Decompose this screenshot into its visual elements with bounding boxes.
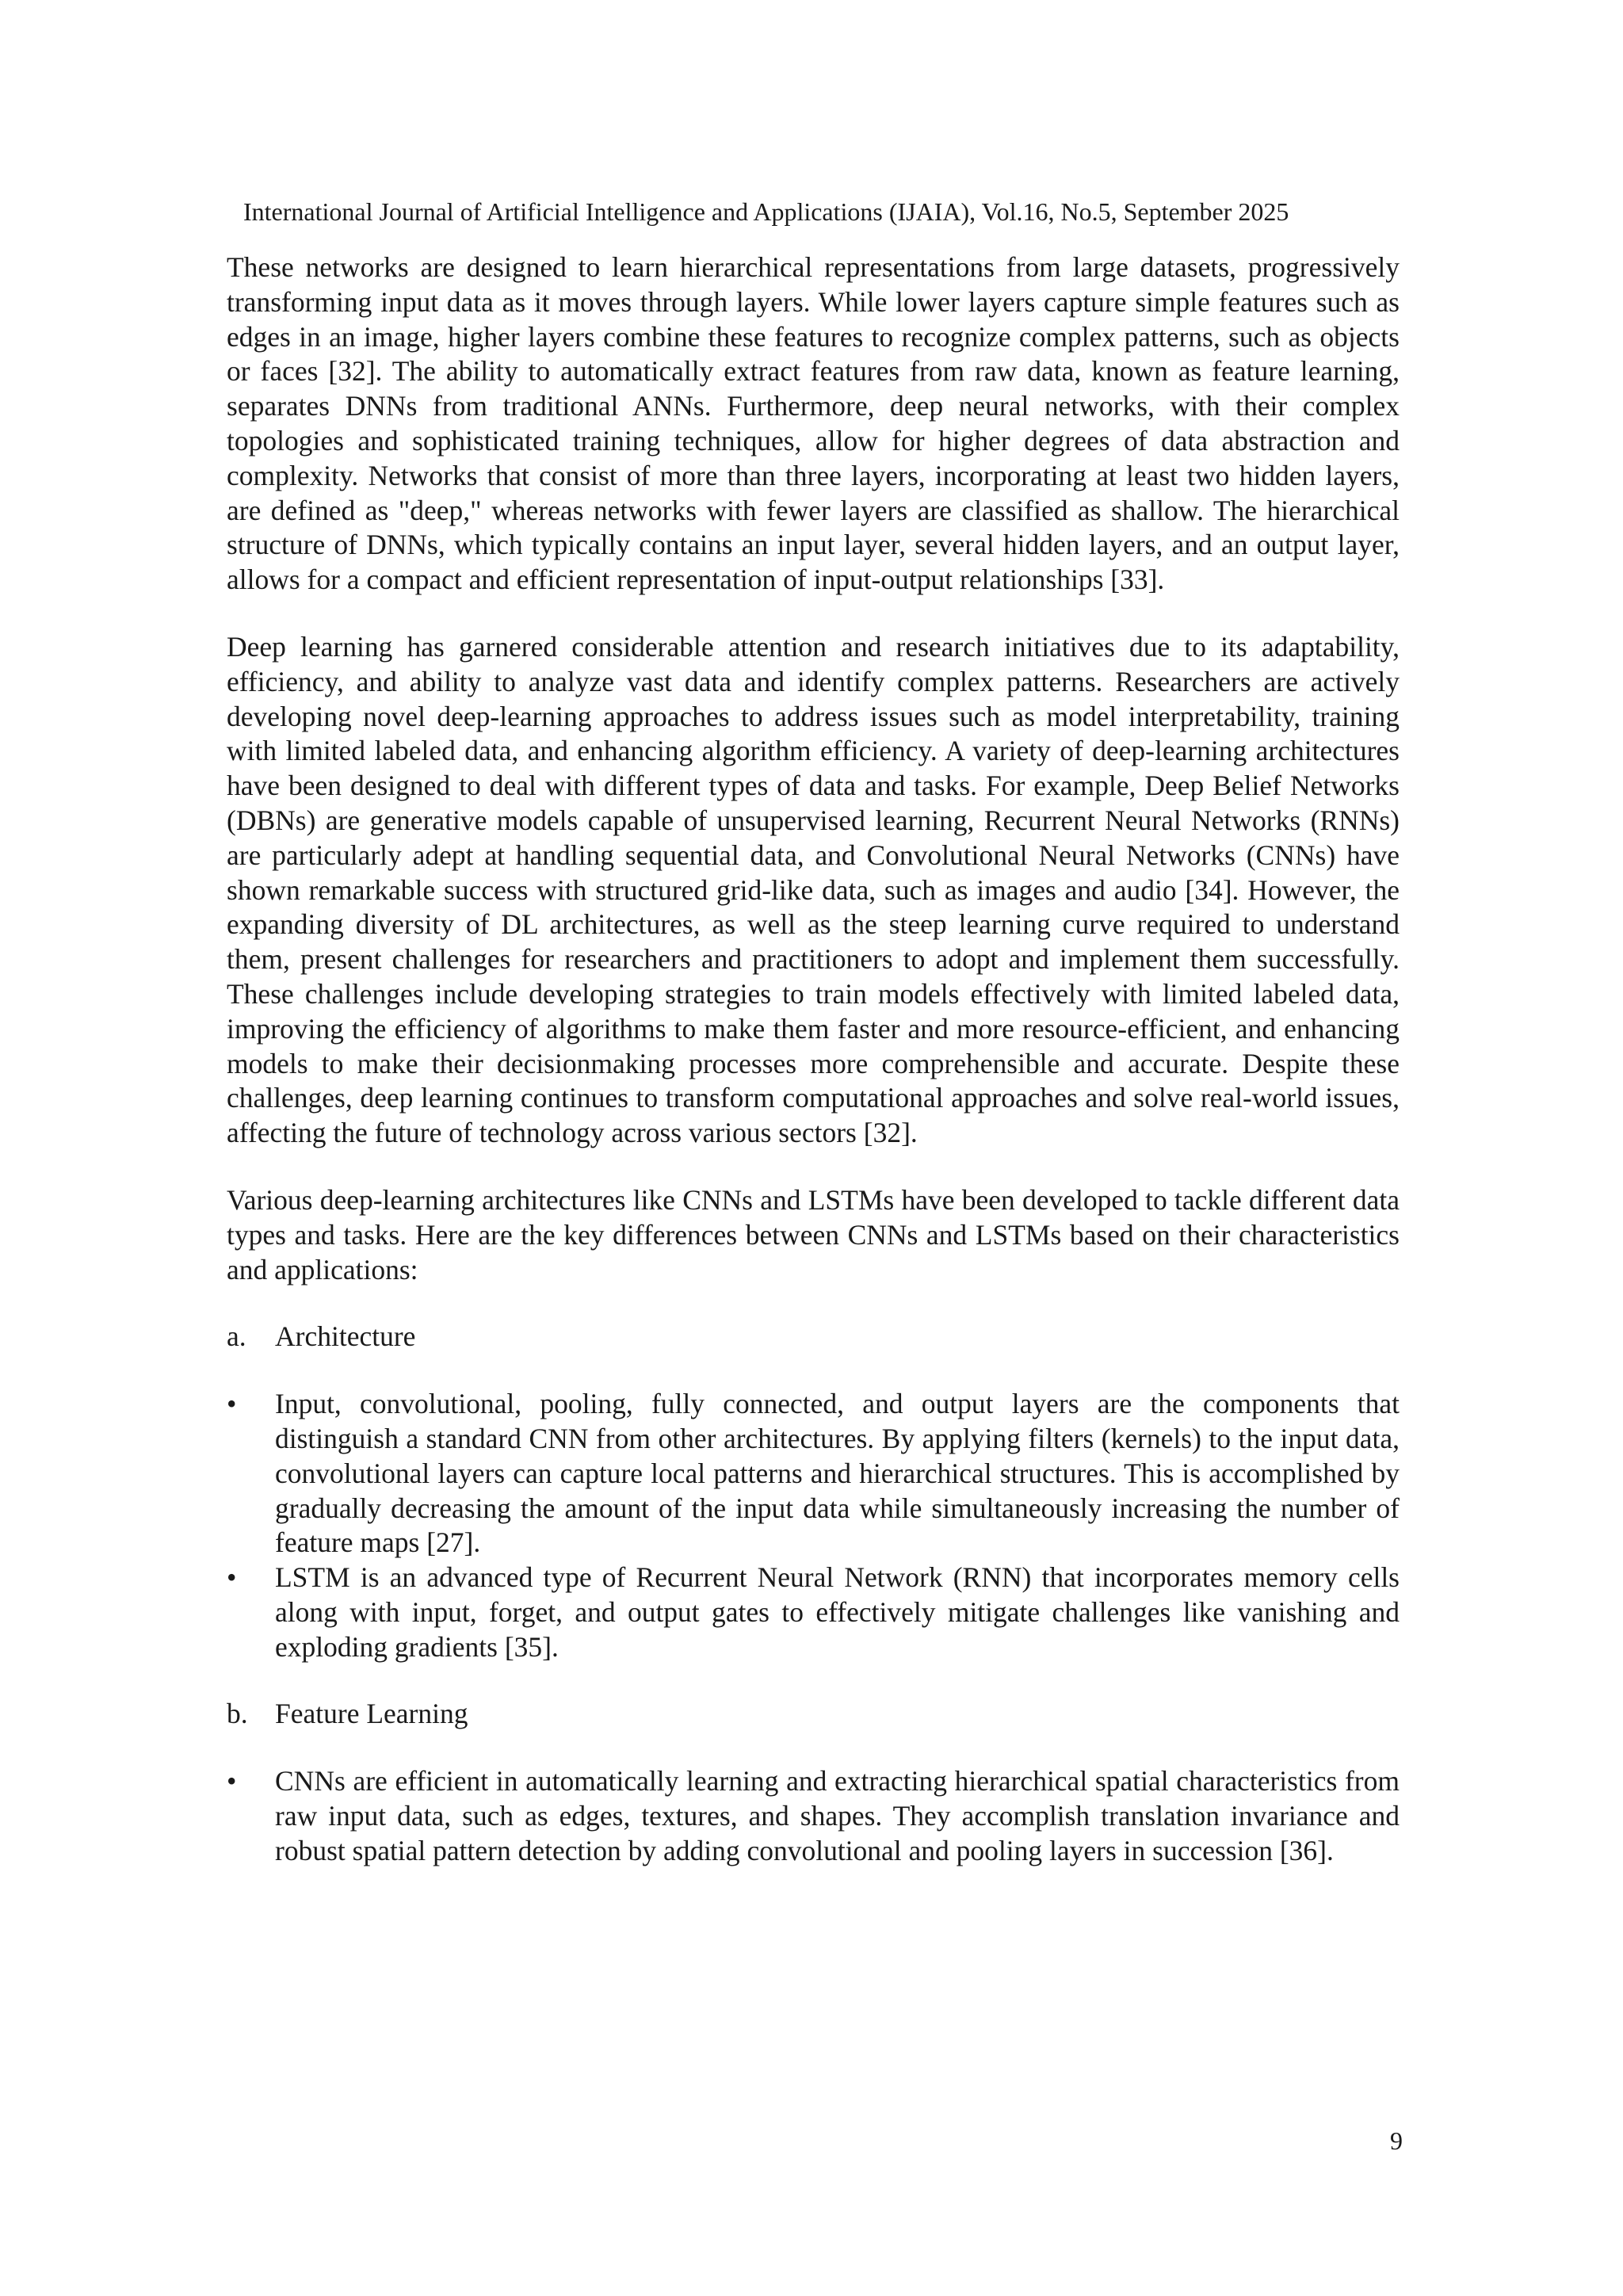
section-letter: a.: [227, 1320, 246, 1353]
paragraph-cnn-lstm-intro: Various deep-learning architectures like CNNs and LSTMs have been developed to tackle different data types and tasks. Here are the key differences between CNNs and LSTMs based on their characteristics and applications:: [227, 1183, 1400, 1286]
section-letter: b.: [227, 1698, 248, 1730]
running-header: International Journal of Artificial Intelligence and Applications (IJAIA), Vol.16, No.5, September 2025: [243, 197, 1289, 226]
paragraph-dnn-hierarchy: These networks are designed to learn hierarchical representations from large datasets, progressively transforming input data as it moves through layers. While lower layers capture simple features such as edges in an image, higher layers combine these features to recognize complex patterns, such as objects or faces [32]. The ability to automatically extract features from raw data, known as feature learning, separates DNNs from traditional ANNs. Furthermore, deep neural networks, with their complex topologies and sophisticated training techniques, allow for higher degrees of data abstraction and complexity. Networks that consist of more than three layers, incorporating at least two hidden layers, are defined as "deep," whereas networks with fewer layers are classified as shallow. The hierarchical structure of DNNs, which typically contains an input layer, several hidden layers, and an output layer, allows for a compact and efficient representation of input-output relationships [33].: [227, 251, 1400, 596]
bullet-icon: •: [227, 1561, 237, 1594]
section-title: Feature Learning: [275, 1698, 468, 1730]
body-text: [227, 250, 1400, 1869]
bullet-item-lstm-architecture: [227, 1561, 1400, 1664]
section-heading-feature-learning: [227, 1697, 1400, 1732]
paragraph-gap: [227, 1151, 1400, 1183]
bullet-item-cnn-architecture: [227, 1387, 1400, 1561]
section-heading-architecture: [227, 1320, 1400, 1354]
page-number: 9: [1390, 2126, 1403, 2155]
section-title: Architecture: [275, 1320, 416, 1353]
paragraph-gap: [227, 1664, 1400, 1697]
bullet-icon: •: [227, 1765, 237, 1797]
bullet-text: LSTM is an advanced type of Recurrent Neural Network (RNN) that incorporates memory cells along with input, forget, and output gates to effectively mitigate challenges like vanishing and exploding gradients [35].: [275, 1561, 1400, 1663]
paragraph-gap: [227, 1287, 1400, 1320]
paragraph-deep-learning-attention: Deep learning has garnered considerable attention and research initiatives due to its adaptability, efficiency, and ability to analyze vast data and identify complex patterns. Researchers are actively developing novel deep-learning approaches to address issues such as model interpretability, training with limited labeled data, and enhancing algorithm efficiency. A variety of deep-learning architectures have been designed to deal with different types of data and tasks. For example, Deep Belief Networks (DBNs) are generative models capable of unsupervised learning, Recurrent Neural Networks (RNNs) are particularly adept at handling sequential data, and Convolutional Neural Networks (CNNs) have shown remarkable success with structured grid-like data, such as images and audio [34]. However, the expanding diversity of DL architectures, as well as the steep learning curve required to understand them, present challenges for researchers and practitioners to adopt and implement them successfully. These challenges include developing strategies to train models effectively with limited labeled data, improving the efficiency of algorithms to make them faster and more resource-efficient, and enhancing models to make their decisionmaking processes more comprehensible and accurate. Despite these challenges, deep learning continues to transform computational approaches and solve real-world issues, affecting the future of technology across various sectors [32].: [227, 630, 1400, 1149]
bullet-item-cnn-feature-learning: [227, 1764, 1400, 1868]
bullet-icon: •: [227, 1388, 237, 1420]
paragraph-gap: [227, 1354, 1400, 1387]
paragraph-gap: [227, 1732, 1400, 1764]
paragraph-gap: [227, 598, 1400, 630]
bullet-text: CNNs are efficient in automatically learning and extracting hierarchical spatial characteristics from raw input data, such as edges, textures, and shapes. They accomplish translation invariance and robust spatial pattern detection by adding convolutional and pooling layers in succession [36].: [275, 1765, 1400, 1866]
bullet-text: Input, convolutional, pooling, fully connected, and output layers are the components that distinguish a standard CNN from other architectures. By applying filters (kernels) to the input data, convolutional layers can capture local patterns and hierarchical structures. This is accomplished by gradually decreasing the amount of the input data while simultaneously increasing the number of feature maps [27].: [275, 1388, 1400, 1559]
